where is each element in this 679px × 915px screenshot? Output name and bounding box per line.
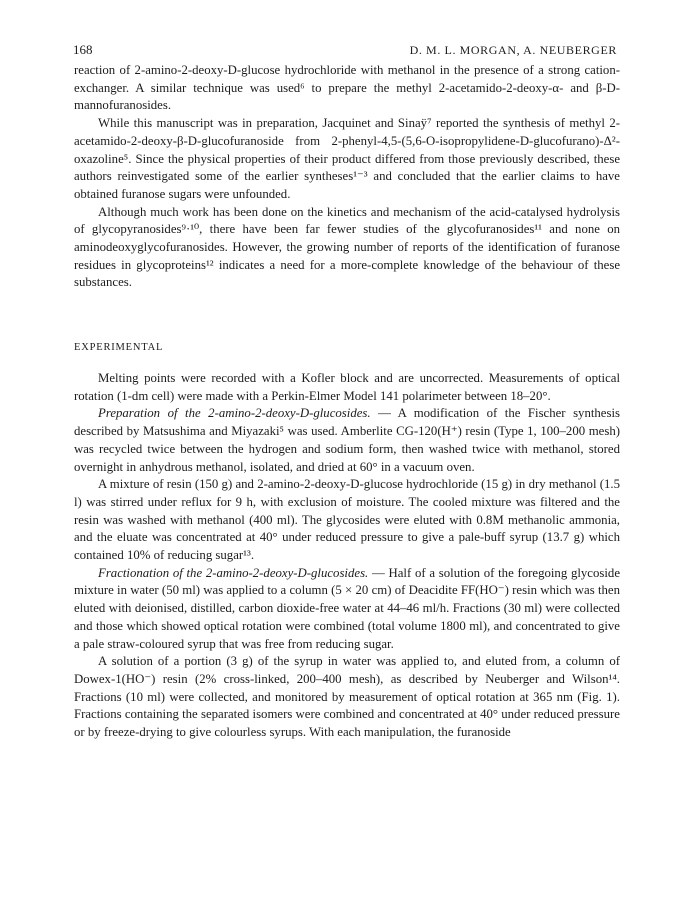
paragraph-4-body: — Half of a solution of the foregoing glycoside mixture in water (50 ml) was applied to a column (5 × 20 cm) of Deacidite FF(HO⁻) resin which was then eluted with deionised, distilled, carbon dioxide-free water at 44–46 ml/h. Fractions (30 ml) were collected and those which showed optical rotation were combined (total volume 1800 ml), and concentrated to give a pale straw-coloured syrup that was free from reducing sugar. <box>74 565 620 651</box>
intro-paragraph-2: While this manuscript was in preparation, Jacquinet and Sinaÿ⁷ reported the synthesis of methyl 2-acetamido-2-deoxy-β-D-glucofuranoside from 2-phenyl-4,5-(5,6-O-isopropylidene-D-glucofurano)-Δ²-oxazoline⁵. Since the physical properties of their product differed from those previously described, these authors reinvestigated some of the earlier syntheses¹⁻³ and concluded that the earlier claims to have obtained furanose sugars were unfounded. <box>74 116 620 201</box>
subsection-title-preparation: Preparation of the 2-amino-2-deoxy-D-glucosides. <box>98 406 371 421</box>
intro-paragraph-3: Although much work has been done on the kinetics and mechanism of the acid-catalysed hydrolysis of glycopyranosides⁹·¹⁰, there have been far fewer studies of the glycofuranosides¹¹ and none on aminodeoxyglycofuranosides. However, the growing number of reports of the identification of furanose residues in glycoproteins¹² indicates a need for a more-complete knowledge of the behaviour of these substances. <box>74 204 620 290</box>
introduction-text <box>74 62 620 292</box>
running-header <box>73 42 617 58</box>
experimental-paragraph-1: Melting points were recorded with a Kofler block and are uncorrected. Measurements of optical rotation (1-dm cell) were made with a Perkin-Elmer Model 141 polarimeter between 18–20°. <box>74 371 620 403</box>
experimental-paragraph-4 <box>74 565 620 654</box>
intro-paragraph-1: reaction of 2-amino-2-deoxy-D-glucose hydrochloride with methanol in the presence of a strong cation-exchanger. A similar technique was used⁶ to prepare the methyl 2-acetamido-2-deoxy-α- and β-D-mannofuranosides. <box>74 63 620 113</box>
page-number: 168 <box>73 42 93 57</box>
running-head-authors: D. M. L. MORGAN, A. NEUBERGER <box>409 43 617 57</box>
experimental-paragraph-5: A solution of a portion (3 g) of the syrup in water was applied to, and eluted from, a column of Dowex-1(HO⁻) resin (2% cross-linked, 200–400 mesh), as described by Neuberger and Wilson¹⁴. Fractions (10 ml) were collected, and monitored by measurement of optical rotation at 365 nm (Fig. 1). Fractions containing the separated isomers were combined and concentrated at 40° under reduced pressure or by freeze-drying to give colourless syrups. With each manipulation, the furanoside <box>74 654 620 740</box>
paragraph-2-body: — A modification of the Fischer synthesis described by Matsushima and Miyazaki⁵ was used. Amberlite CG-120(H⁺) resin (Type 1, 100–200 mesh) was recycled twice between the hydrogen and sodium form, then washed twice with methanol, stored overnight in anhydrous methanol, isolated, and dried at 60° in a vacuum oven. <box>74 406 620 474</box>
experimental-paragraph-3: A mixture of resin (150 g) and 2-amino-2-deoxy-D-glucose hydrochloride (15 g) in dry methanol (1.5 l) was stirred under reflux for 9 h, with exclusion of moisture. The cooled mixture was filtered and the resin was washed with methanol (400 ml). The glycosides were eluted with 0.8M methanolic ammonia, and the eluate was concentrated at 40° under reduced pressure to give a pale-buff syrup (13.7 g) which contained 10% of reducing sugar¹³. <box>74 477 620 563</box>
subsection-title-fractionation: Fractionation of the 2-amino-2-deoxy-D-glucosides. <box>98 565 369 580</box>
experimental-paragraph-2 <box>74 405 620 476</box>
section-heading-experimental: EXPERIMENTAL <box>74 342 164 353</box>
experimental-text <box>74 370 620 742</box>
